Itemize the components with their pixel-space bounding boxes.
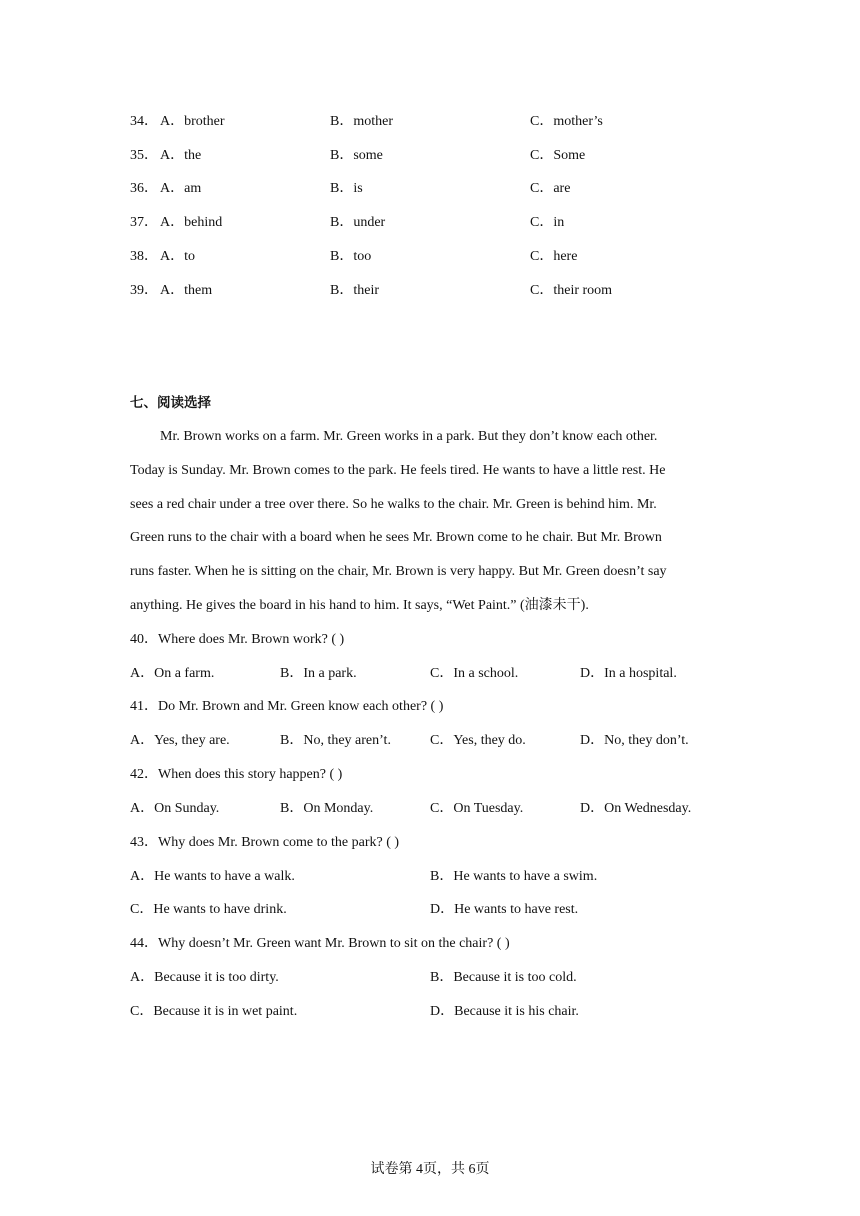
question-options-43-row1 [130, 867, 730, 887]
cloze-row-38 [130, 247, 730, 267]
option-a: A．Yes, they are. [130, 733, 230, 748]
option-a: A．On a farm. [130, 666, 215, 681]
option-a: A．the [160, 148, 202, 163]
option-d: D．Because it is his chair. [430, 1004, 579, 1019]
question-number: 39． [130, 283, 158, 298]
question-number: 37． [130, 215, 158, 230]
option-b: B．too [330, 249, 372, 264]
question-number: 34． [130, 114, 158, 129]
option-c: C．their room [530, 283, 613, 298]
page-footer: 试卷第 4页，共 6页 [370, 1162, 490, 1177]
option-c: C．In a school. [430, 666, 519, 681]
option-c: C．in [530, 215, 565, 230]
option-a: A．am [160, 181, 202, 196]
question-options-40 [130, 664, 730, 684]
question-options-41 [130, 731, 730, 751]
option-a: A．Because it is too dirty. [130, 970, 279, 985]
section-title: 七、阅读选择 [130, 395, 211, 411]
option-a: A．He wants to have a walk. [130, 869, 295, 884]
passage-line: Green runs to the chair with a board when he sees Mr. Brown come to he chair. But Mr. Brown [130, 530, 662, 545]
passage-line: sees a red chair under a tree over there. So he walks to the chair. Mr. Green is behind him. Mr. [130, 497, 657, 512]
passage-line: anything. He gives the board in his hand to him. It says, “Wet Paint.” (油漆未干). [130, 598, 589, 613]
question-stem-40: 40．Where does Mr. Brown work? ( ) [130, 632, 345, 647]
question-options-44-row2 [130, 1002, 730, 1022]
question-options-42 [130, 799, 730, 819]
option-a: A．them [160, 283, 213, 298]
option-c: C．here [530, 249, 578, 264]
option-c: C．Because it is in wet paint. [130, 1004, 298, 1019]
question-options-44-row1 [130, 968, 730, 988]
option-d: D．He wants to have rest. [430, 902, 579, 917]
option-d: D．In a hospital. [580, 666, 677, 681]
option-c: C．are [530, 181, 571, 196]
option-b: B．On Monday. [280, 801, 374, 816]
option-c: C．He wants to have drink. [130, 902, 287, 917]
option-a: A．On Sunday. [130, 801, 220, 816]
option-c: C．mother’s [530, 114, 603, 129]
passage-line: Today is Sunday. Mr. Brown comes to the park. He feels tired. He wants to have a little rest. He [130, 463, 666, 478]
option-c: C．On Tuesday. [430, 801, 524, 816]
question-number: 38． [130, 249, 158, 264]
option-b: B．mother [330, 114, 393, 129]
question-options-43-row2 [130, 900, 730, 920]
question-number: 35． [130, 148, 158, 163]
passage-line: Mr. Brown works on a farm. Mr. Green works in a park. But they don’t know each other. [160, 429, 658, 444]
option-a: A．behind [160, 215, 223, 230]
question-stem-44: 44．Why doesn’t Mr. Green want Mr. Brown to sit on the chair? ( ) [130, 936, 510, 951]
option-c: C．Some [530, 148, 586, 163]
passage-line: runs faster. When he is sitting on the chair, Mr. Brown is very happy. But Mr. Green doesn’t say [130, 564, 667, 579]
cloze-row-36 [130, 179, 730, 199]
option-b: B．some [330, 148, 383, 163]
option-a: A．brother [160, 114, 225, 129]
option-b: B．under [330, 215, 386, 230]
option-b: B．In a park. [280, 666, 357, 681]
question-stem-42: 42．When does this story happen? ( ) [130, 767, 343, 782]
question-number: 36． [130, 181, 158, 196]
option-b: B．He wants to have a swim. [430, 869, 598, 884]
option-c: C．Yes, they do. [430, 733, 526, 748]
cloze-row-34 [130, 112, 730, 132]
cloze-row-39 [130, 281, 730, 301]
cloze-row-35 [130, 146, 730, 166]
option-b: B．No, they aren’t. [280, 733, 391, 748]
cloze-row-37 [130, 213, 730, 233]
option-d: D．No, they don’t. [580, 733, 689, 748]
option-d: D．On Wednesday. [580, 801, 692, 816]
option-b: B．is [330, 181, 363, 196]
question-stem-43: 43．Why does Mr. Brown come to the park? ( ) [130, 835, 400, 850]
option-b: B．Because it is too cold. [430, 970, 577, 985]
question-stem-41: 41．Do Mr. Brown and Mr. Green know each other? ( ) [130, 699, 444, 714]
option-b: B．their [330, 283, 379, 298]
option-a: A．to [160, 249, 195, 264]
